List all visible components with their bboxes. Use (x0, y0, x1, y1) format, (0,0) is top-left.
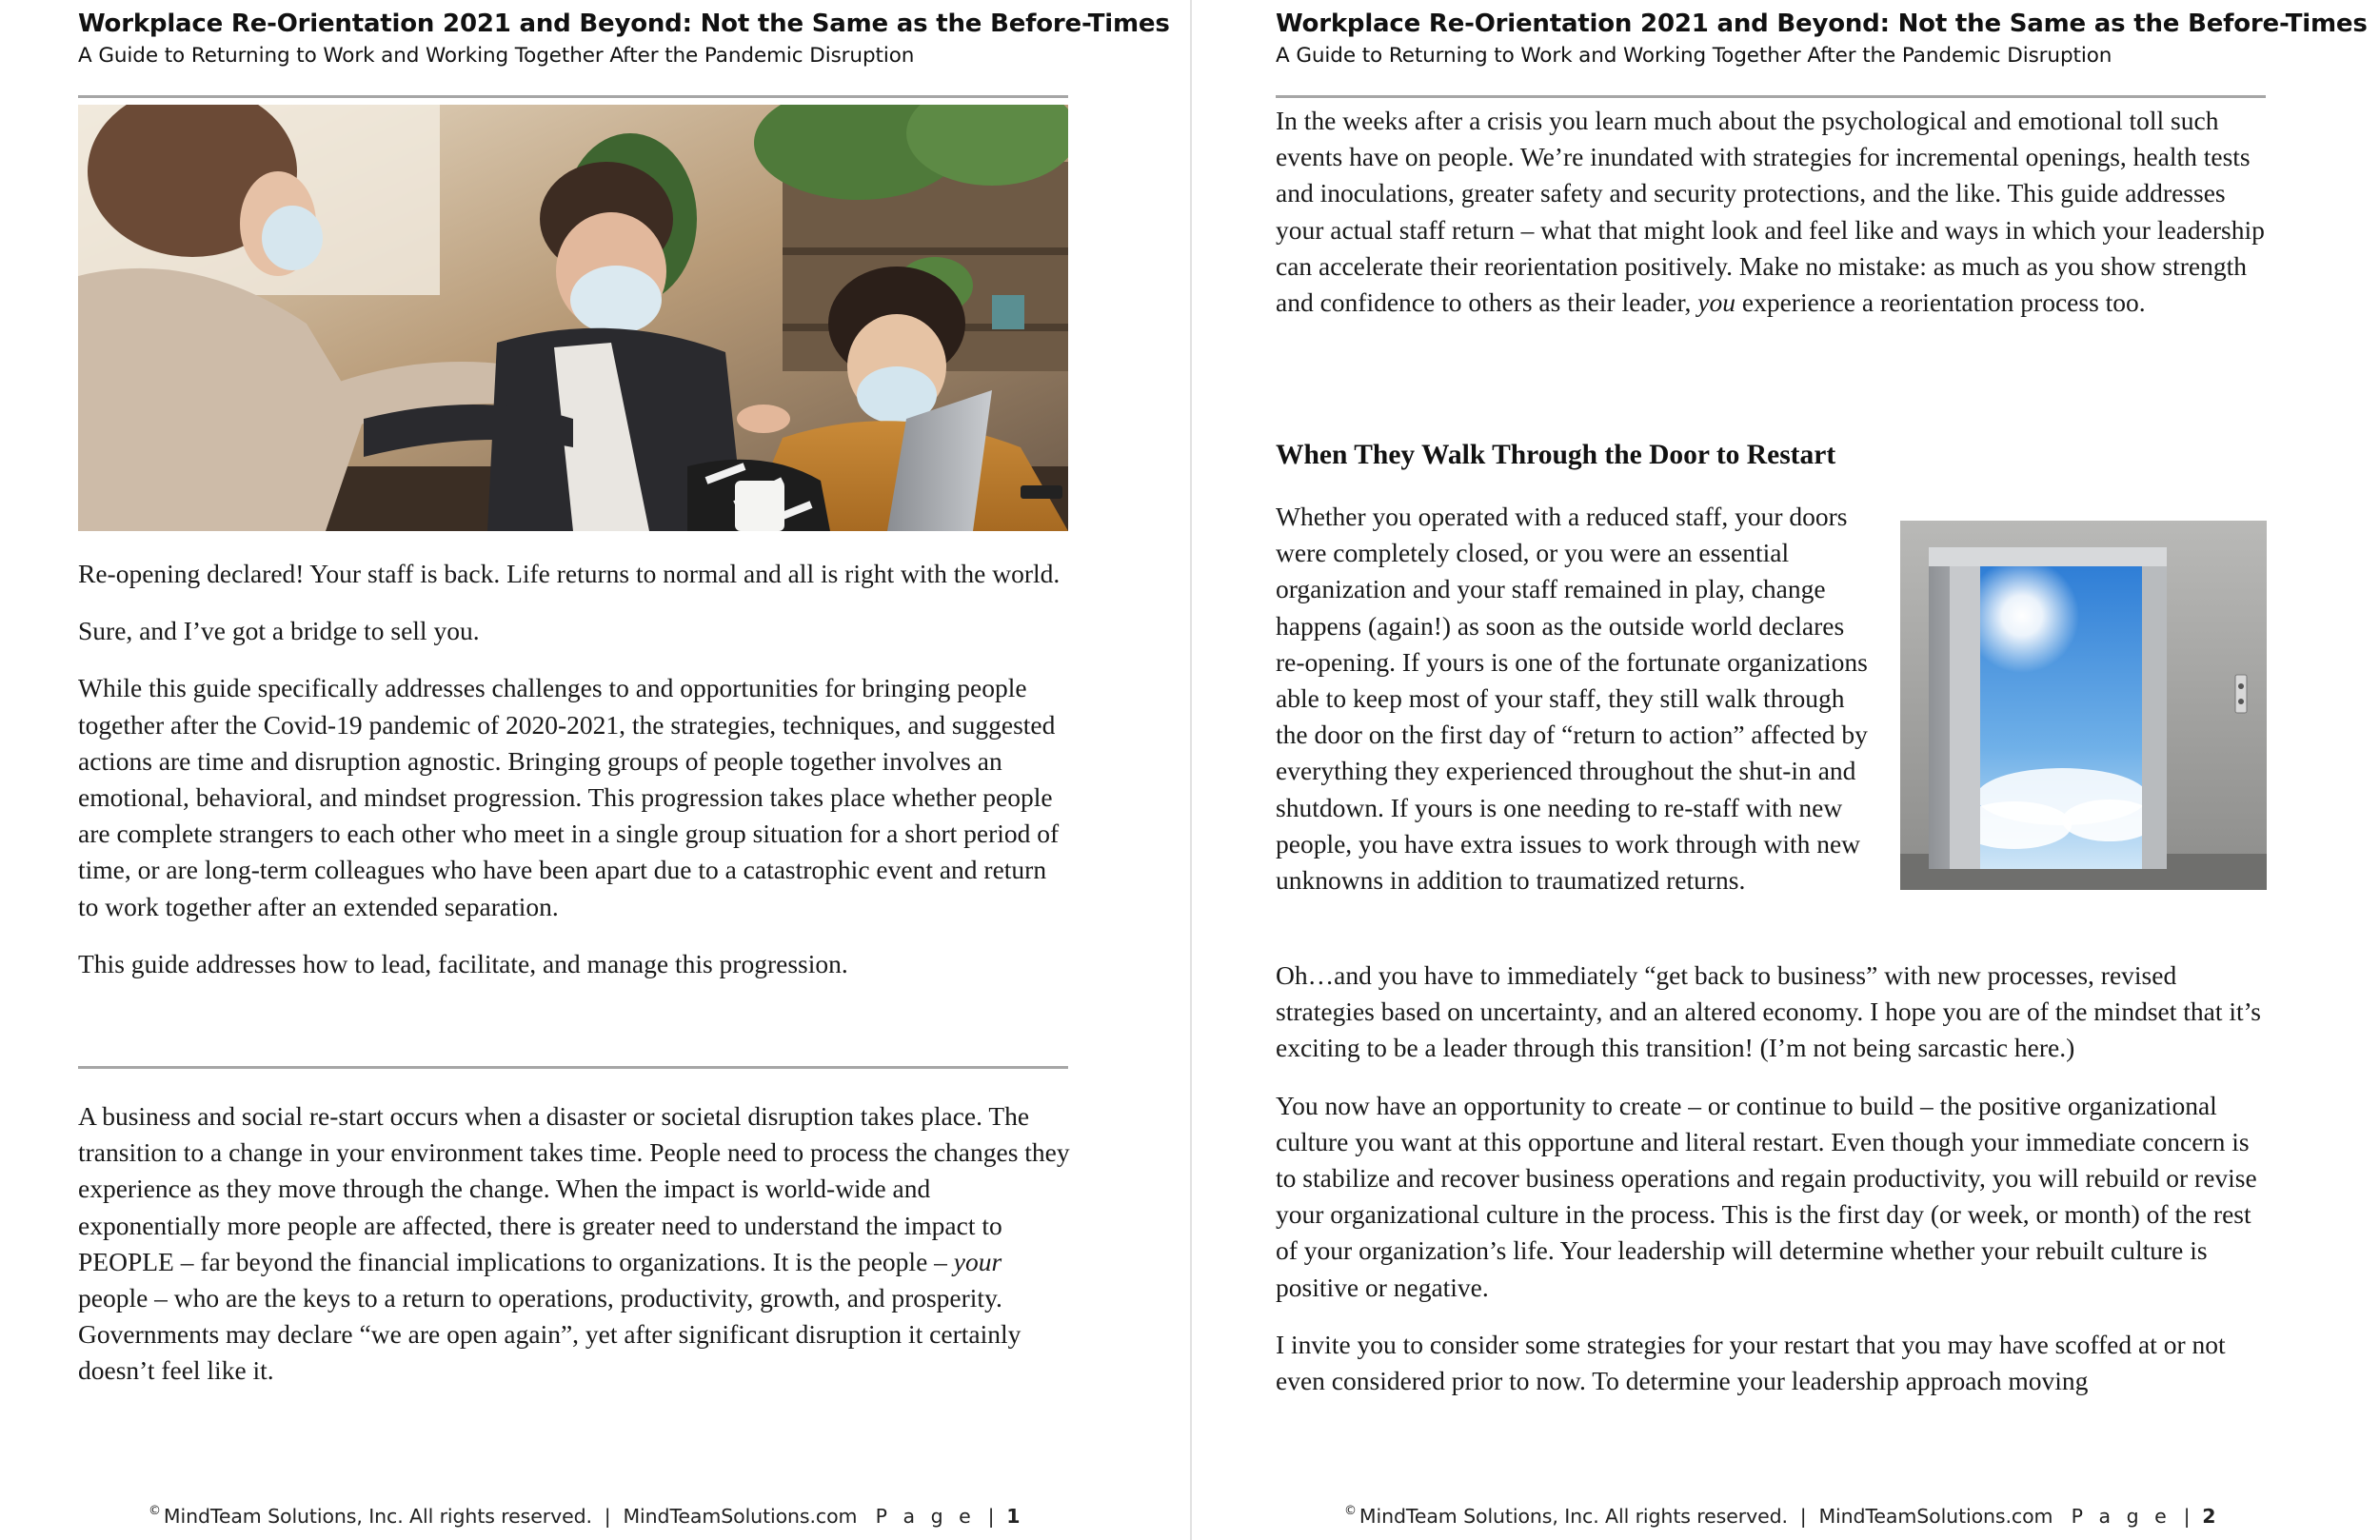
footer-separator: | (1799, 1505, 1807, 1528)
paragraph: I invite you to consider some strategies for your restart that you may have scoffed at or not even considered prior to now. To determine your leadership approach moving (1276, 1329, 2226, 1396)
header-rule (1276, 95, 2266, 98)
page-number: 2 (2202, 1505, 2216, 1528)
page-footer (149, 1504, 1020, 1528)
page-2-body (1276, 958, 2271, 1420)
paragraph: You now have an opportunity to create – or continue to build – the positive organizational culture you want at this opportune and literal restart. Even though your immediate concern is to stabilize and recover business operations and regain productivity, you will rebuild or revise your organizational culture in the process. This is the first day (or week, or month) of the rest of your organization’s life. Your leadership will determine whether your rebuilt culture is positive or negative. (1276, 1090, 2257, 1302)
page-2-intro (1276, 103, 2271, 342)
paragraph: In the weeks after a crisis you learn much about the psychological and emotional toll such events have on people. We’re inundated with strategies for incremental openings, health tests and inoculations, greater safety and security protections, and the like. This guide addresses your actual staff return – what that might look and feel like and ways in which your leadership can accelerate their reorientation positively. Make no mistake: as much as you show strength and confidence to others as their leader, you experience a reorientation process too. (1276, 106, 2265, 318)
page-number: 1 (1006, 1505, 1021, 1528)
emphasis: you (1697, 287, 1736, 318)
office-meeting-photo (78, 105, 1068, 531)
copyright-symbol: © (1344, 1504, 1357, 1518)
header-title: Workplace Re-Orientation 2021 and Beyond: Not the Same as the Before-Times (78, 10, 1170, 38)
footer-website: MindTeamSolutions.com (623, 1505, 858, 1528)
paragraph: Sure, and I’ve got a bridge to sell you. (78, 616, 480, 646)
page-footer (1344, 1504, 2215, 1528)
footer-separator: | (2183, 1505, 2191, 1528)
footer-company: MindTeam Solutions, Inc. All rights reserved. (1359, 1505, 1788, 1528)
elevator-sky-photo (1900, 521, 2267, 890)
footer-separator: | (604, 1505, 611, 1528)
paragraph: This guide addresses how to lead, facilitate, and manage this progression. (78, 948, 848, 978)
section-heading: When They Walk Through the Door to Restart (1276, 440, 1836, 470)
header-subtitle: A Guide to Returning to Work and Working Together After the Pandemic Disruption (78, 44, 915, 68)
page-2-wrap-text (1276, 499, 1875, 919)
copyright-symbol: © (149, 1504, 161, 1518)
page-1-section (78, 1098, 1073, 1411)
header-title: Workplace Re-Orientation 2021 and Beyond: Not the Same as the Before-Times (1276, 10, 2368, 38)
footer-page-label: P a g e (875, 1505, 976, 1528)
footer-company: MindTeam Solutions, Inc. All rights reserved. (163, 1505, 592, 1528)
page-1-intro (78, 556, 1073, 1003)
paragraph: Re-opening declared! Your staff is back. Life returns to normal and all is right with the world. (78, 559, 1061, 588)
paragraph: While this guide specifically addresses challenges to and opportunities for bringing people together after the Covid-19 pandemic of 2020-2021, the strategies, techniques, and suggested actions are time and disruption agnostic. Bringing groups of people together involves an emotional, behavioral, and mindset progression. This progression takes place whether people are complete strangers to each other who meet in a single group situation for a short period of time, or are long-term colleagues who have been apart due to a catastrophic event and return to work together after an extended separation. (78, 673, 1060, 921)
page-2 (1192, 0, 2380, 1540)
paragraph: A business and social re-start occurs when a disaster or societal disruption takes place. The transition to a change in your environment takes time. People need to process the changes they experience as they move through the change. When the impact is world-wide and exponentially more people are affected, there is greater need to understand the impact to PEOPLE – far beyond the financial implications to organizations. It is the people – your people – who are the keys to a return to operations, productivity, growth, and prosperity. Governments may declare “we are open again”, yet after significant disruption it certainly doesn’t feel like it. (78, 1101, 1070, 1386)
header-rule (78, 95, 1068, 98)
section-rule (78, 1066, 1068, 1069)
paragraph: Oh…and you have to immediately “get back to business” with new processes, revised strategies based on uncertainty, and an altered economy. I hope you are of the mindset that it’s exciting to be a leader through this transition! (I’m not being sarcastic here.) (1276, 960, 2261, 1063)
emphasis: your (953, 1246, 1002, 1276)
header-subtitle: A Guide to Returning to Work and Working Together After the Pandemic Disruption (1276, 44, 2112, 68)
footer-website: MindTeamSolutions.com (1818, 1505, 2053, 1528)
footer-separator: | (987, 1505, 995, 1528)
footer-page-label: P a g e (2071, 1505, 2172, 1528)
paragraph: Whether you operated with a reduced staff, your doors were completely closed, or you were an essential organization and your staff remained in play, change happens (again!) as soon as the outside world declares re-opening. If yours is one of the fortunate organizations able to keep most of your staff, they still walk through the door on the first day of “return to action” affected by everything they experienced throughout the shut-in and shutdown. If yours is one needing to re-staff with new people, you have extra issues to work through with new unknowns in addition to traumatized returns. (1276, 502, 1868, 896)
